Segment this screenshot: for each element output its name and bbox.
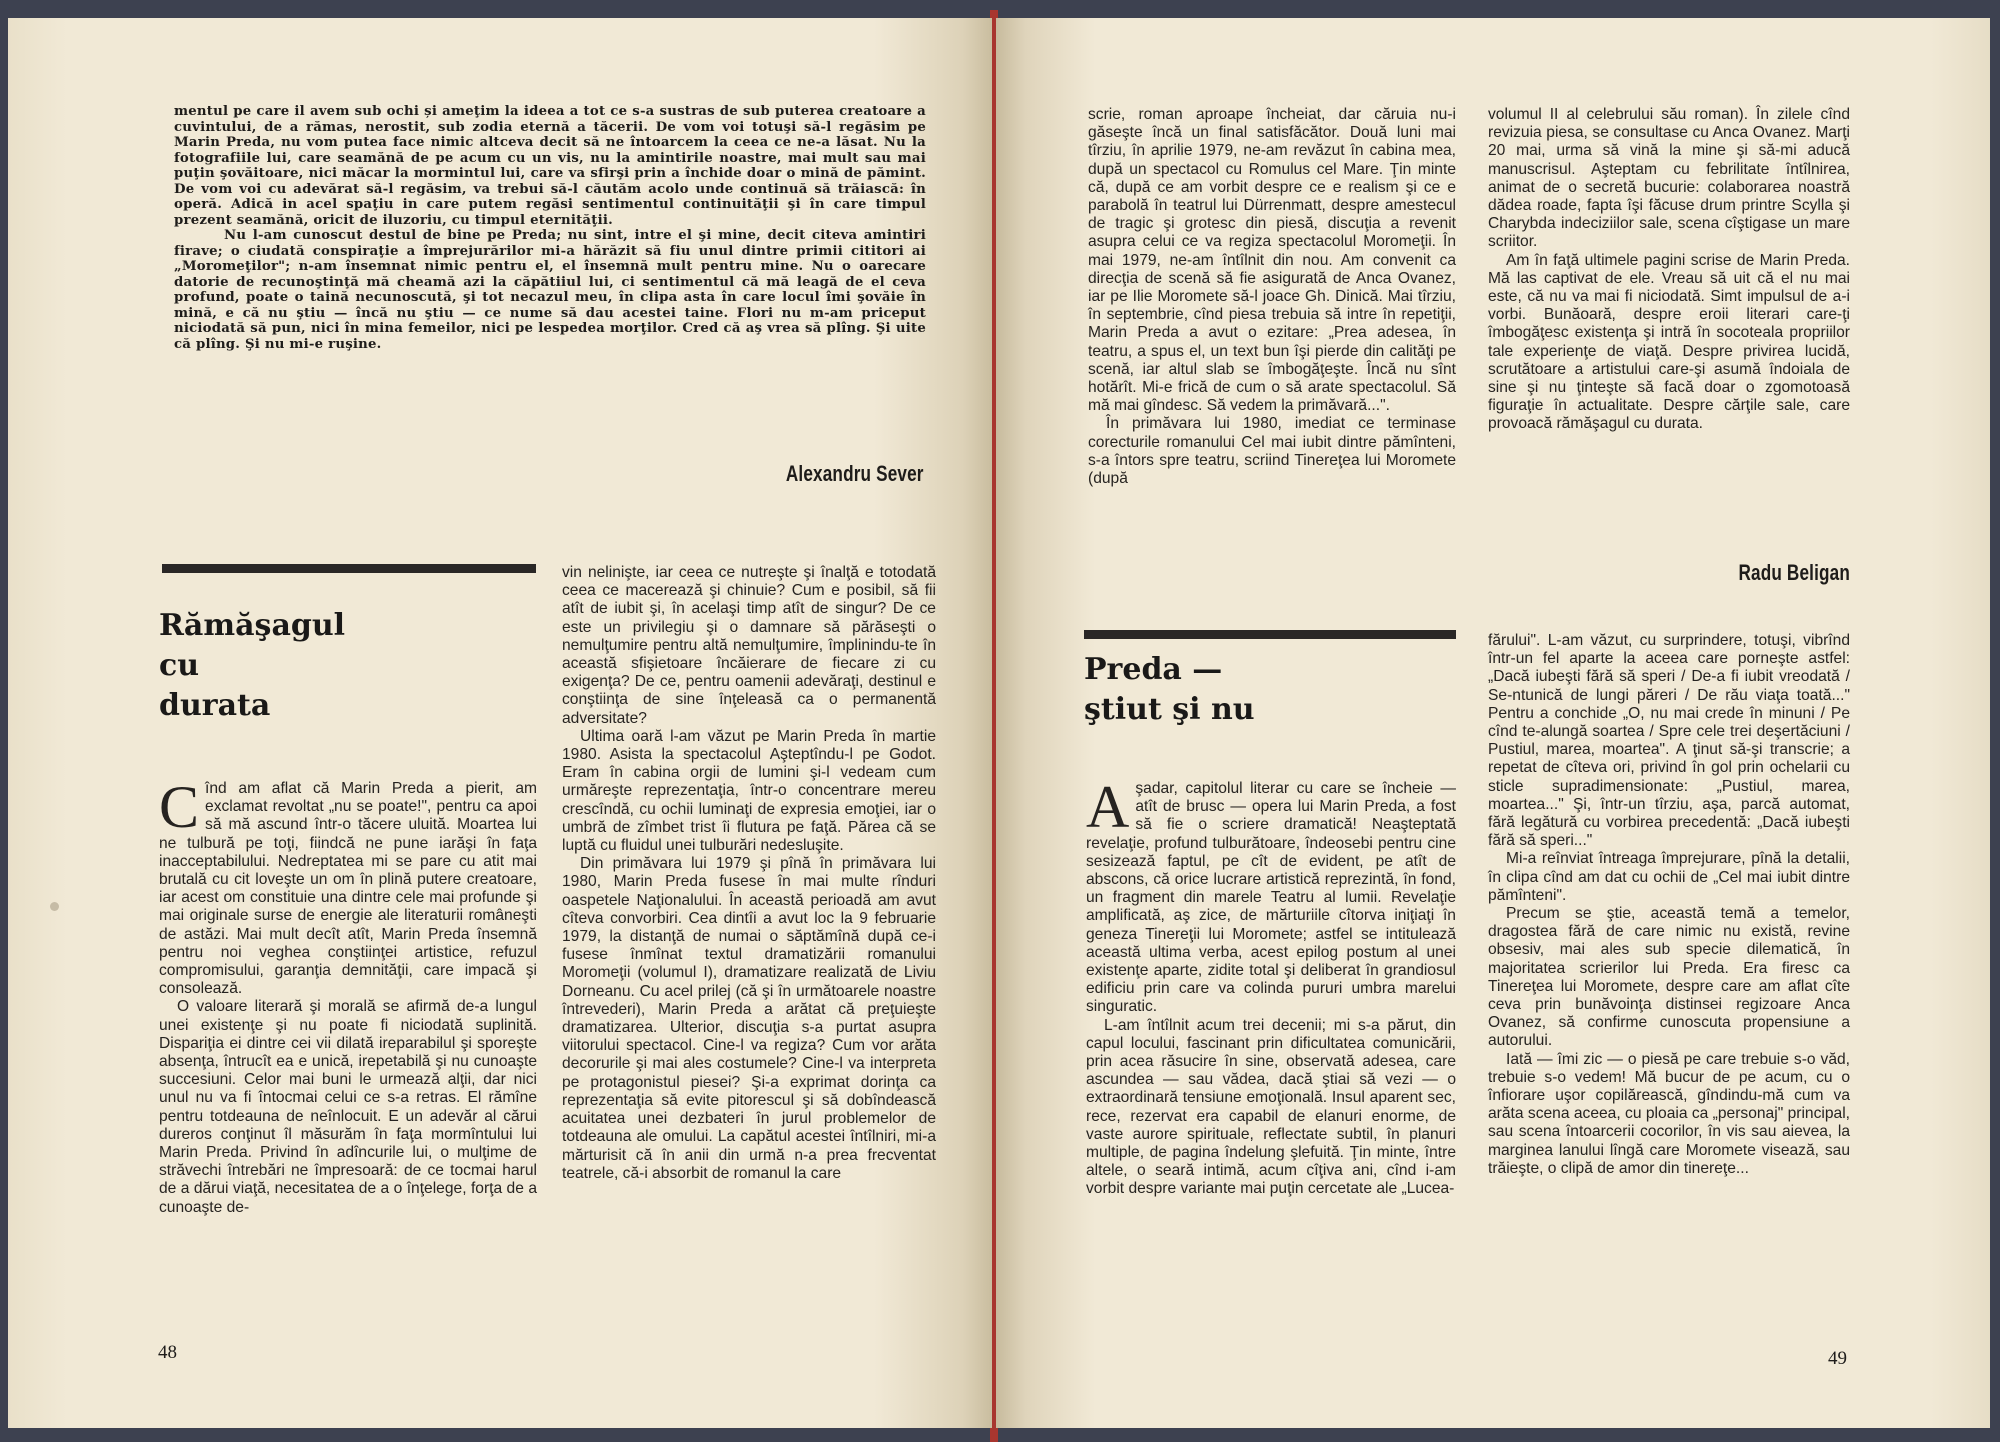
top-article-text — [174, 104, 926, 462]
title-line: durata — [159, 688, 271, 723]
column-paragraph: Mi-a reînviat întreaga împrejurare, pînă la detalii, în clipa cînd am dat cu ochii de „Cel mai iubit dintre pămînteni". — [1488, 850, 1850, 904]
title-line: Preda — — [1084, 652, 1223, 687]
column-paragraph: O valoare literară şi morală se afirmă de-a lungul unei existenţe şi nu poate fi niciodată suplinită. Dispariţia ei dintre cei vii dilată ireparabilul şi sporeşte absenţa, întrucît ea e unică, irepetabilă şi nu cunoaşte succesiuni. Celor mai buni le urmează alţii, dar nici unul nu va fi întocmai celui ce s-a retras. El rămîne pentru totdeauna de neînlocuit. E un adevăr al cărui dureros conţinut îl măsurăm în faţa mormîntului lui Marin Preda. Privind în adîncurile lui, o mulţime de străvechi întrebări ne împresoară: de ce tocmai harul de a dărui viaţă, necesitatea de a o înţelege, forţa de a cunoaşte de- — [159, 998, 537, 1216]
left-page — [8, 18, 992, 1428]
column-paragraph: Ultima oară l-am văzut pe Marin Preda în martie 1980. Asista la spectacolul Aşteptîndu-l pe Godot. Eram în cabina orgii de lumini şi-l vedeam cum urmăreşte reprezentaţia, într-o concentrare mereu crescîndă, cu ochii luminaţi de expresia emoţiei, iar o umbră de zîmbet trist îi flutura pe faţă. Părea că se luptă cu fluidul unei tulburări nedesluşite. — [562, 727, 936, 855]
column-paragraph: volumul II al celebrului său roman). În zilele cînd revizuia piesa, se consultase cu Anca Ovanez. Marţi 20 mai, urma să vină la mine şi să-mi aducă manuscrisul. Aşteptam cu febrilitate întîlnirea, animat de o secretă bucurie: colaborarea noastră dădea roade, fapta îşi făcuse drum printre Scylla şi Charybda indeciziilor sale, scena cîştigase un mare scriitor. — [1488, 106, 1850, 251]
title-line: ştiut şi nu — [1084, 692, 1255, 727]
drop-cap: C — [159, 774, 200, 840]
title-line: cu — [159, 648, 200, 683]
top-article-paragraph: Nu l-am cunoscut destul de bine pe Preda; nu sint, intre el şi mine, decit citeva amintiri firave; o ciudată conspiraţie a împrejurărilor mi-a hărăzit să fiu unul dintre primii cititori ai „Moromeţilor"; n-am însemnat nimic pentru el, el însemnă mult pentru mine. Nu o oarecare datorie de recunoştinţă mă cheamă azi la căpătiiul lui, ci sentimentul că mă leagă de el ceva profund, poate o taină necunoscută, şi tot necazul meu, în clipa asta în care locul îmi şovăie în mină, e că nu ştiu — încă nu ştiu — ce nume să dau acestei taine. Flori nu m-am priceput niciodată să pun, nici în mina femeilor, nici pe lespedea morţilor. Cred că aş vrea să plîng. Şi uite că plîng. Şi nu mi-e ruşine. — [174, 228, 926, 352]
top-article-column-2 — [1488, 106, 1850, 536]
column-paragraph: vin nelinişte, iar ceea ce nutreşte şi înalţă e totodată ceea ce macerează şi chinuie? Cum e posibil, să fii atît de iubit şi, în acelaşi timp atît de singur? De ce este un privilegiu şi o damnare să părăseşti o nemulţumire pentru altă nemulţumire, împlinindu-te în această sfişietoare încăierare de fiecare zi cu exigenţa? De ce, pentru oamenii adevăraţi, destinul e conştiinţa de sine înţeleasă ca o permanentă adversitate? — [562, 564, 936, 727]
column-paragraph: fărului". L-am văzut, cu surprindere, totuşi, vibrînd într-un fel aparte la aceea care porneşte astfel: „Dacă iubeşti fără să speri / De-a fi iubit vreodată / Se-ntunică de lungi păreri / De rău viaţa toată..." Pentru a conchide „O, nu mai crede în minuni / Pe cînd te-alungă soartea / Spre cele trei deşertăciuni / Pustiul, marea, moartea". A ţinut să-şi transcrie; a repetat de cîteva ori, privind în gol prin ochelarii cu sticle supradimensionate: „Pustiul, marea, moartea..." Şi, într-un tîrziu, aşa, parcă automat, fără legătură cu vorbirea precedentă: „Dacă iubeşti fără să speri..." — [1488, 632, 1850, 850]
article-column-2 — [1488, 632, 1850, 1332]
article-column-2 — [562, 564, 936, 1320]
column-paragraph: Am în faţă ultimele pagini scrise de Marin Preda. Mă las captivat de ele. Vreau să uit că el nu mai este, că nu va mai fi niciodată. Simt impulsul de a-i vorbi. Bunăoară, despre eroii literari care-ţi îmbogăţesc existenţa şi intră în socoteala propriilor tale experienţe de viaţă. Despre privirea lucidă, scrutătoare a artistului care-şi asumă îndoiala de sine şi nu ţinteşte să facă doar o zgomotoasă figuraţie în actualitate. Despre cărţile sale, care provoacă rămăşagul cu durata. — [1488, 251, 1850, 433]
section-rule — [162, 564, 536, 573]
top-article-paragraph: mentul pe care il avem sub ochi și ameţim la ideea a tot ce s-a sustras de sub puterea creatoare a cuvintului, de a rămas, nerostit, sub zodia eternă a tăcerii. De vom voi totuşi să-l regăsim pe Marin Preda, nu vom putea face nimic altceva decit să ne întoarcem la ceea ce ne-a lăsat. Nu la fotografiile lui, care seamănă de pe acum cu un vis, nu la amintirile noastre, mai mult sau mai puţin şovăitoare, nici măcar la mormintul lui, care va sfirşi prin a închide doar o mină de pămint. De vom voi cu adevărat să-l regăsim, va trebui să-l căutăm acolo unde continuă să trăiască: în operă. Adică in acel spaţiu in care putem regăsi sentimentul continuităţii şi în care timpul prezent seamănă, oricit de iluzoriu, cu timpul eternităţii. — [174, 104, 926, 228]
author-signature: Radu Beligan — [1738, 560, 1850, 585]
column-paragraph: Precum se ştie, această temă a temelor, dragostea fără de care nimic nu există, revine obsesiv, mai ales sub specie dilematică, în majoritatea scrierilor lui Preda. Era firesc ca Tinereţea lui Moromete, despre care am aflat cîte ceva prin bunăvoinţa distinsei regizoare Anca Ovanez, să confirme cunoscuta propensiune a autorului. — [1488, 905, 1850, 1050]
paper-blemish — [50, 902, 59, 911]
section-rule — [1084, 630, 1456, 639]
article-title — [159, 606, 345, 726]
article-title — [1084, 650, 1255, 730]
top-article-column-1 — [1088, 106, 1456, 588]
page-number: 49 — [1828, 1348, 1847, 1369]
column-paragraph: scrie, roman aproape încheiat, dar căruia nu-i găseşte încă un final satisfăcător. Două luni mai tîrziu, în aprilie 1979, ne-am revăzut în cabina mea, după un spectacol cu Romulus cel Mare. Ţin minte că, după ce am vorbit despre ce e realism şi ce e parabolă în teatrul lui Dürrenmatt, despre amestecul de tragic şi grotesc din piesă, discuţia a revenit asupra celui ce va regiza spectacolul Moromeţii. În mai 1979, ne-am întîlnit din nou. Am convenit ca direcţia de scenă să fie asigurată de Anca Ovanez, iar pe Ilie Moromete să-l joace Gh. Dinică. Mai tîrziu, în septembrie, cînd piesa trebuia să intre în repetiţii, Marin Preda a avut o ezitare: „Prea adesea, în teatru, a spus el, un text bun îşi pierde din calităţi pe scenă, iar altul slab se îmbogăţeşte. Încă nu sînt hotărît. Mi-e frică de cum o să arate spectacolul. Să mă mai gîndesc. Să vedem la primăvară...". — [1088, 106, 1456, 415]
article-column-1 — [159, 774, 537, 1320]
drop-cap: A — [1086, 774, 1130, 840]
column-paragraph: L-am întîlnit acum trei decenii; mi s-a părut, din capul locului, fascinant prin dificultatea comunicării, prin acea răsucire în sine, observată adesea, care ascundea — sau vădea, dacă ştiai să vezi — o extraordinară tensiune emoţională. Insul aparent sec, rece, rezervat era capabil de elanuri enorme, de vaste aurore spirituale, reflectate subtil, în planuri multiple, de pagina îndelung şlefuită. Ţin minte, între altele, o seară intimă, acum cîţiva ani, cînd i-am vorbit despre variante mai puţin cercetate ale „Lucea- — [1086, 1016, 1456, 1198]
right-page — [996, 18, 1990, 1428]
column-paragraph: Din primăvara lui 1979 şi pînă în primăvara lui 1980, Marin Preda fusese în mai multe rînduri oaspetele Naţionalului. În această perioadă am avut cîteva convorbiri. Cea dintîi a avut loc la 9 februarie 1979, la distanţă de numai o săptămînă după ce-i fusese înmînat textul dramatizării romanului Moromeţii (volumul I), dramatizare realizată de Liviu Dorneanu. Cu acel prilej (că şi în următoarele noastre întrevederi), Marin Preda a arătat că preţuieşte dramatizarea. Ulterior, discuţia s-a purtat asupra viitorului spectacol. Cine-l va regiza? Cum vor arăta decorurile şi mai ales costumele? Cine-l va interpreta pe protagonistul piesei? Şi-a exprimat dorinţa ca reprezentaţia să evite pitorescul şi să dobîndească acuitatea unei dezbateri în jurul problemelor de totdeauna ale omului. La capătul acestei întîlniri, mi-a mărturisit că în anii din urmă n-a prea frecventat teatrele, că-i absorbit de romanul la care — [562, 855, 936, 1182]
page-number: 48 — [158, 1342, 177, 1363]
article-column-1 — [1086, 774, 1456, 1332]
column-paragraph: şadar, capitolul literar cu care se încheie — atît de brusc — opera lui Marin Preda, a fost să fie o scriere dramatică! Neaşteptată revelaţie, profund tulburătoare, îndeosebi pentru cine sesizează faptul, pe cît de evident, pe atît de abscons, că orice lucrare artistică reprezintă, în fond, un fragment din marele Teatru al lumii. Revelaţie amplificată, aş zice, de mărturiile cîtorva iniţiaţi în geneza Tinereţii lui Moromete; astfel se intitulează această ultima verba, acest epilog postum al unei existenţe aparte, zidite total şi deliberat în grandiosul edificiu prin care va colinda pururi umbra marelui singuratic. — [1086, 780, 1456, 1016]
column-paragraph: În primăvara lui 1980, imediat ce terminase corecturile romanului Cel mai iubit dintre pămînteni, s-a întors spre teatru, scriind Tinereţea lui Moromete (după — [1088, 415, 1456, 488]
column-paragraph: Iată — îmi zic — o piesă pe care trebuie s-o văd, trebuie s-o vedem! Mă bucur de pe acum, cu o înfiorare uşor copilărească, gîndindu-mă cum va arăta scena aceea, cu ploaia ca „personaj" principal, sau scena întoarcerii cocorilor, în vis sau aievea, la marginea lanului lîngă care Moromete visează, sau trăieşte, o clipă de amor din tinereţe... — [1488, 1050, 1850, 1177]
author-signature: Alexandru Sever — [786, 461, 924, 486]
title-line: Rămăşagul — [159, 608, 346, 643]
column-paragraph: înd am aflat că Marin Preda a pierit, am exclamat revoltat „nu se poate!", pentru ca apoi să mă ascund într-o tăcere uluită. Moartea lui ne tulbură pe toţi, fiindcă ne pune iarăşi în faţa inacceptabilului. Nedreptatea mi se pare cu atit mai brutală cu cit loveşte un om în plină putere creatoare, iar acest om constituie una dintre cele mai profunde şi mai originale surse de energie ale literaturii româneşti de astăzi. Mai mult decît atît, Marin Preda însemnă pentru noi veghea conştiinţei artistice, refuzul compromisului, garanţia demnităţii, care impacă şi consolează. — [159, 780, 537, 998]
